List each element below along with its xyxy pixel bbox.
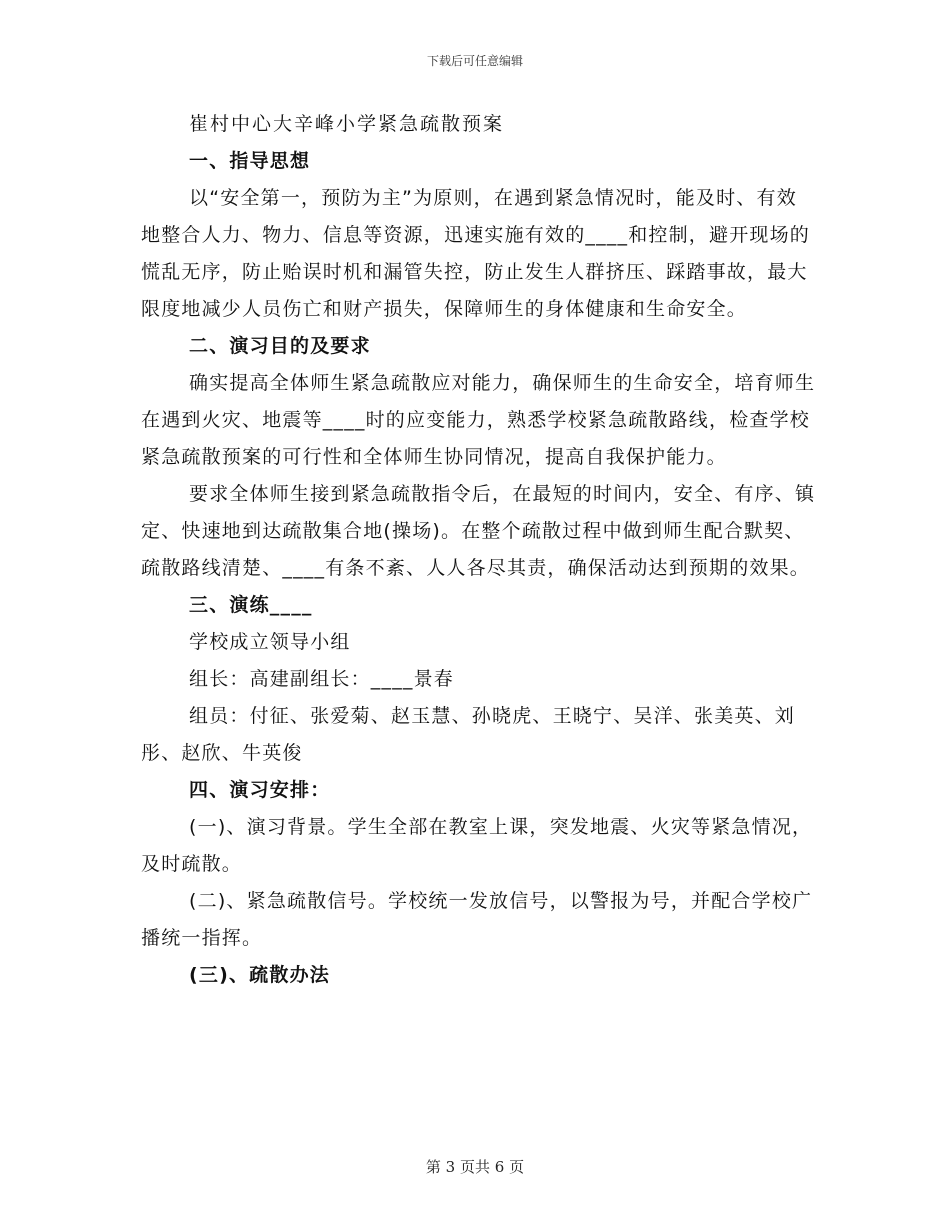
paragraph-guiding-ideology: 以“安全第一，预防为主”为原则，在遇到紧急情况时，能及时、有效地整合人力、物力、信息等资源，迅速实施有效的____和控制，避开现场的慌乱无序，防止贻误时机和漏管失控，防止发生人群挤压、踩踏事故，最大限度地减少人员伤亡和财产损失，保障师生的身体健康和生命安全。 [141,187,811,320]
paragraph-group-leaders: 组长：高建副组长：____景春 [189,668,455,690]
section-heading-guiding-ideology: 一、指导思想 [189,150,311,172]
page-header: 下载后可任意编辑 [426,54,523,68]
section-heading-drill-purpose: 二、演习目的及要求 [189,335,371,357]
paragraph-evacuation-signal: (二)、紧急疏散信号。学校统一发放信号，以警报为号，并配合学校广播统一指挥。 [141,890,813,949]
section-heading-drill-organization: 三、演练____ [189,594,313,616]
document-body [141,106,816,994]
paragraph-leadership-group: 学校成立领导小组 [189,631,351,653]
paragraph-group-members: 组员：付征、张爱菊、赵玉慧、孙晓虎、王晓宁、吴洋、张美英、刘彤、赵欣、牛英俊 [141,705,796,764]
document-title: 崔村中心大辛峰小学紧急疏散预案 [189,113,505,135]
paragraph-drill-background: (一)、演习背景。学生全部在教室上课，突发地震、火灾等紧急情况，及时疏散。 [141,816,813,875]
paragraph-drill-requirements: 要求全体师生接到紧急疏散指令后，在最短的时间内，安全、有序、镇定、快速地到达疏散集合地(操场)。在整个疏散过程中做到师生配合默契、疏散路线清楚、____有条不紊、人人各尽其责，确保活动达到预期的效果。 [141,483,816,579]
subheading-evacuation-method: (三)、疏散办法 [189,964,330,986]
paragraph-drill-purpose: 确实提高全体师生紧急疏散应对能力，确保师生的生命安全，培育师生在遇到火灾、地震等____时的应变能力，熟悉学校紧急疏散路线，检查学校紧急疏散预案的可行性和全体师生协同情况，提高自我保护能力。 [141,372,816,468]
page-footer: 第 3 页共 6 页 [425,1158,525,1176]
section-heading-drill-arrangement: 四、演习安排： [189,779,331,801]
